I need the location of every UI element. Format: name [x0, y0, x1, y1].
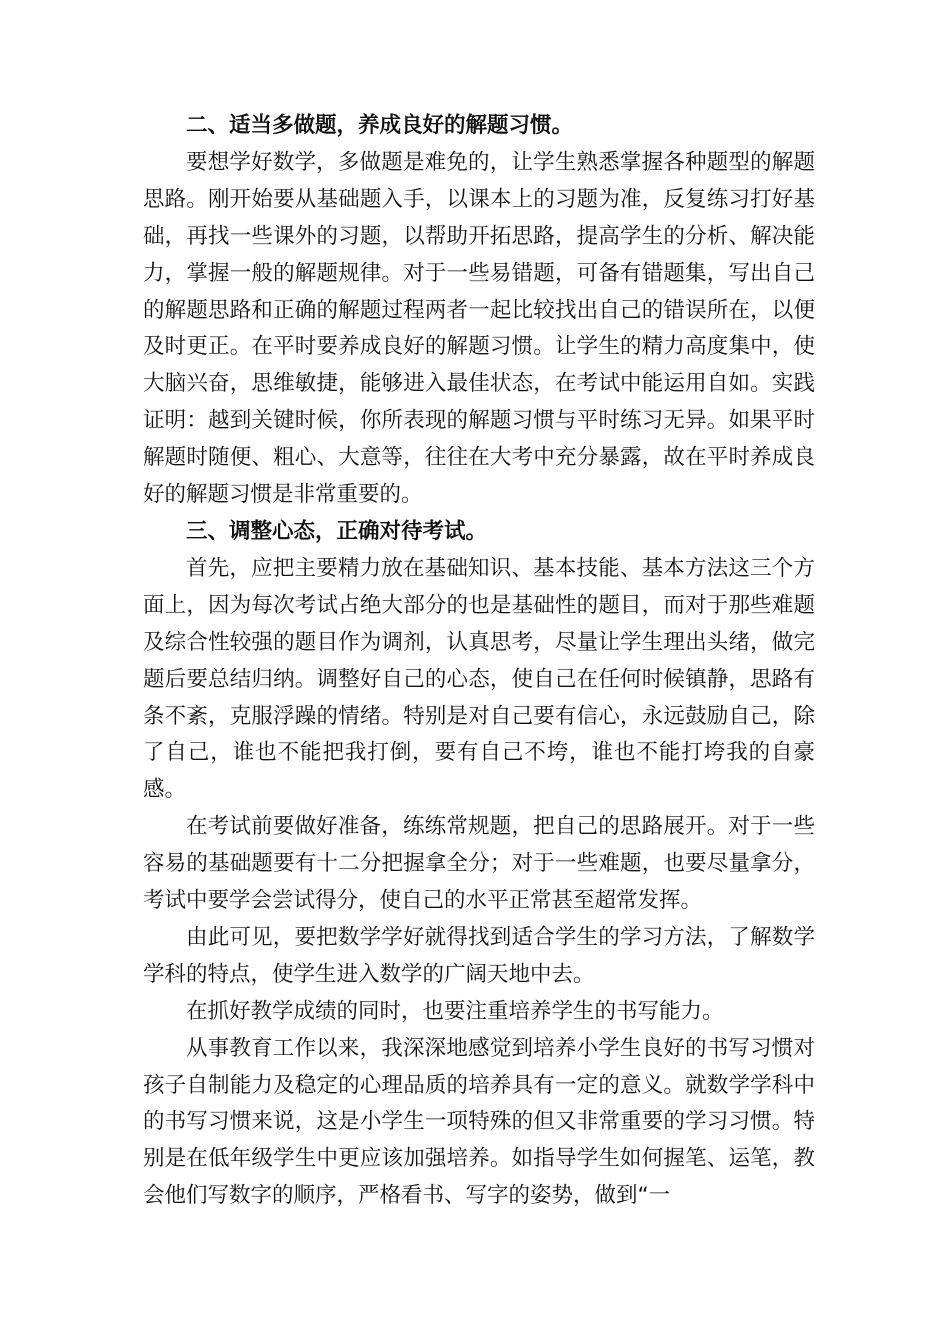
paragraph-practice-problems: 要想学好数学，多做题是难免的，让学生熟悉掌握各种题型的解题思路。刚开始要从基础题入手，以课本上的习题为准，反复练习打好基础，再找一些课外的习题，以帮助开拓思路，提高学生的分析、解决能力，掌握一般的解题规律。对于一些易错题，可备有错题集，写出自己的解题思路和正确的解题过程两者一起比较找出自己的错误所在，以便及时更正。在平时要养成良好的解题习惯。让学生的精力高度集中，使大脑兴奋，思维敏捷，能够进入最佳状态，在考试中能运用自如。实践证明：越到关键时候，你所表现的解题习惯与平时练习无异。如果平时解题时随便、粗心、大意等，往往在大考中充分暴露，故在平时养成良好的解题习惯是非常重要的。	[143, 149, 815, 508]
paragraph-exam-preparation: 在考试前要做好准备，练练常规题，把自己的思路展开。对于一些容易的基础题要有十二分把握拿全分；对于一些难题，也要尽量拿分，考试中要学会尝试得分，使自己的水平正常甚至超常发挥。	[143, 814, 815, 914]
section-heading-3: 三、调整心态，正确对待考试。	[186, 518, 488, 544]
paragraph-writing-habits: 从事教育工作以来，我深深地感觉到培养小学生良好的书写习惯对孩子自制能力及稳定的心理品质的培养具有一定的意义。就数学学科中的书写习惯来说，这是小学生一项特殊的但又非常重要的学习习惯。特别是在低年级学生中更应该加强培养。如指导学生如何握笔、运笔，教会他们写数字的顺序，严格看书、写字的姿势，做到“一	[143, 1035, 815, 1209]
paragraph-writing-ability: 在抓好教学成绩的同时，也要注重培养学生的书写能力。	[186, 998, 724, 1024]
section-heading-2: 二、适当多做题，养成良好的解题习惯。	[186, 113, 574, 138]
document-body	[143, 108, 815, 1215]
paragraph-focus-basics: 首先，应把主要精力放在基础知识、基本技能、基本方法这三个方面上，因为每次考试占绝大部分的也是基础性的题目，而对于那些难题及综合性较强的题目作为调剂，认真思考，尽量让学生理出头绪，做完题后要总结归纳。调整好自己的心态，使自己在任何时候镇静，思路有条不紊，克服浮躁的情绪。特别是对自己要有信心，永远鼓励自己，除了自己，谁也不能把我打倒，要有自己不垮，谁也不能打垮我的自豪感。	[143, 555, 815, 803]
paragraph-conclusion: 由此可见，要把数学学好就得找到适合学生的学习方法，了解数学学科的特点，使学生进入数学的广阔天地中去。	[143, 924, 815, 987]
